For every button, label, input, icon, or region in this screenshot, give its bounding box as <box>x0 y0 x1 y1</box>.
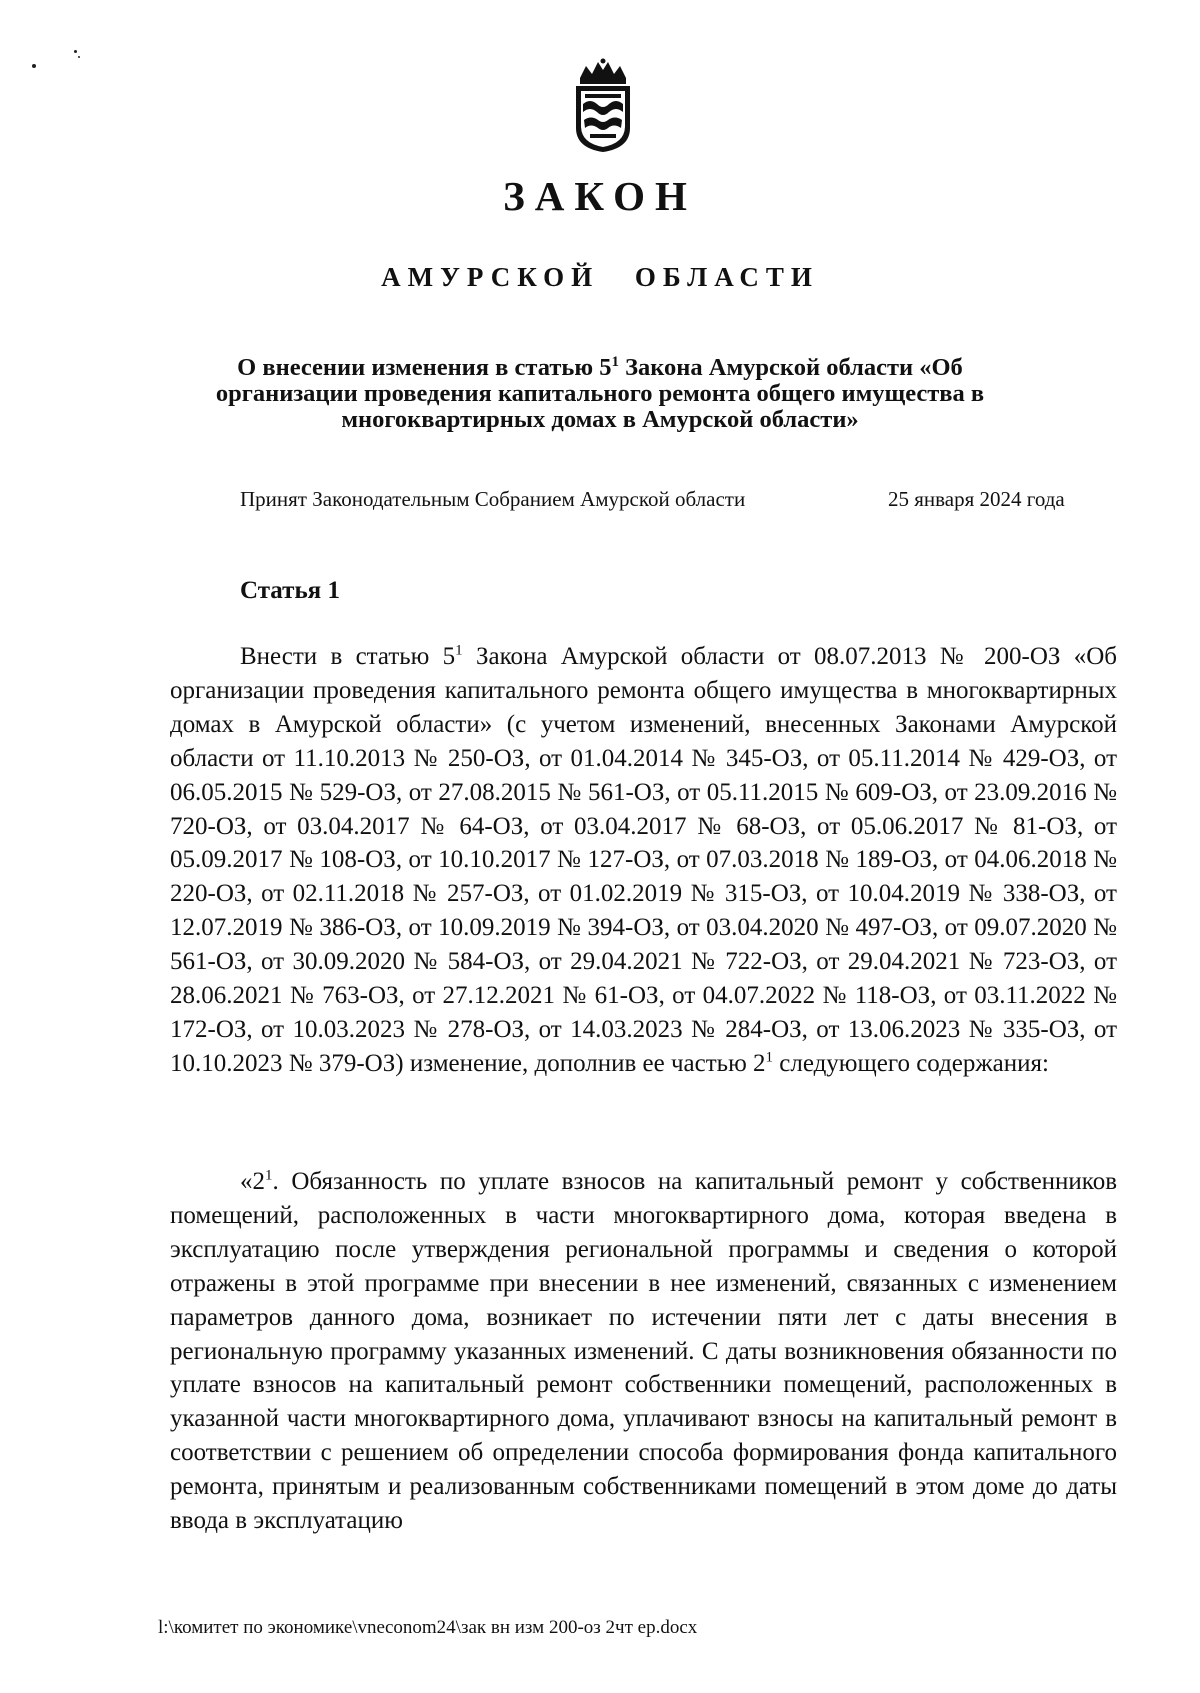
article-paragraph-1: Внести в статью $5^1$ Закона Амурской области от 08.07.2013 № 200-ОЗ «Об организации проведения капитального ремонта общего имущества в многоквартирных домах в Амурской области» (с учетом изменений, внесенных Законами Амурской области от 11.10.2013 № 250-ОЗ, от 01.04.2014 № 345-ОЗ, от 05.11.2014 № 429-ОЗ, от 06.05.2015 № 529-ОЗ, от 27.08.2015 № 561-ОЗ, от 05.11.2015 № 609-ОЗ, от 23.09.2016 № 720-ОЗ, от 03.04.2017 № 64-ОЗ, от 03.04.2017 № 68-ОЗ, от 05.06.2017 № 81-ОЗ, от 05.09.2017 № 108-ОЗ, от 10.10.2017 № 127-ОЗ, от 07.03.2018 № 189-ОЗ, от 04.06.2018 № 220-ОЗ, от 02.11.2018 № 257-ОЗ, от 01.02.2019 № 315-ОЗ, от 10.04.2019 № 338-ОЗ, от 12.07.2019 № 386-ОЗ, от 10.09.2019 № 394-ОЗ, от 03.04.2020 № 497-ОЗ, от 09.07.2020 № 561-ОЗ, от 30.09.2020 № 584-ОЗ, от 29.04.2021 № 722-ОЗ, от 29.04.2021 № 723-ОЗ, от 28.06.2021 № 763-ОЗ, от 27.12.2021 № 61-ОЗ, от 04.07.2022 № 118-ОЗ, от 03.11.2022 № 172-ОЗ, от 10.03.2023 № 278-ОЗ, от 14.03.2023 № 284-ОЗ, от 13.06.2023 № 335-ОЗ, от 10.10.2023 № 379-ОЗ) изменение, дополнив ее частью $2^1$ следующего содержания: <box>170 642 1117 1077</box>
adoption-date: 25 января 2024 года <box>888 487 1065 511</box>
subject-line-3: многоквартирных домах в Амурской области» <box>341 406 859 433</box>
law-title: ЗАКОН <box>503 173 697 219</box>
scan-specks <box>28 50 98 80</box>
adopted-by: Принят Законодательным Собранием Амурской области <box>240 487 746 511</box>
coat-of-arms-icon <box>568 58 638 154</box>
article-paragraph-2: «$2^1$. Обязанность по уплате взносов на капитальный ремонт у собственников помещений, расположенных в части многоквартирного дома, которая введена в эксплуатацию после утверждения региональной программы и сведения о которой отражены в этой программе при внесении в нее изменений, связанных с изменением параметров данного дома, возникает по истечении пяти лет с даты внесения в региональную программу указанных изменений. С даты возникновения обязанности по уплате взносов на капитальный ремонт собственники помещений, расположенных в указанной части многоквартирного дома, уплачивают взносы на капитальный ремонт в соответствии с решением об определении способа формирования фонда капитального ремонта, принятым и реализованным собственниками помещений в этом доме до даты ввода в эксплуатацию <box>170 1167 1117 1535</box>
subject-line-1: О внесении изменения в статью $5^1$ Закона Амурской области «Об <box>237 353 963 381</box>
law-subject-title <box>150 355 1050 433</box>
article-heading: Статья 1 <box>240 577 340 604</box>
footer-file-path: l:\комитет по экономике\vneconom24\зак вн изм 200-оз 2чт ер.docx <box>158 1617 698 1638</box>
subject-line-2: организации проведения капитального ремонта общего имущества в <box>215 380 985 407</box>
region-title: АМУРСКОЙ ОБЛАСТИ <box>381 262 819 292</box>
